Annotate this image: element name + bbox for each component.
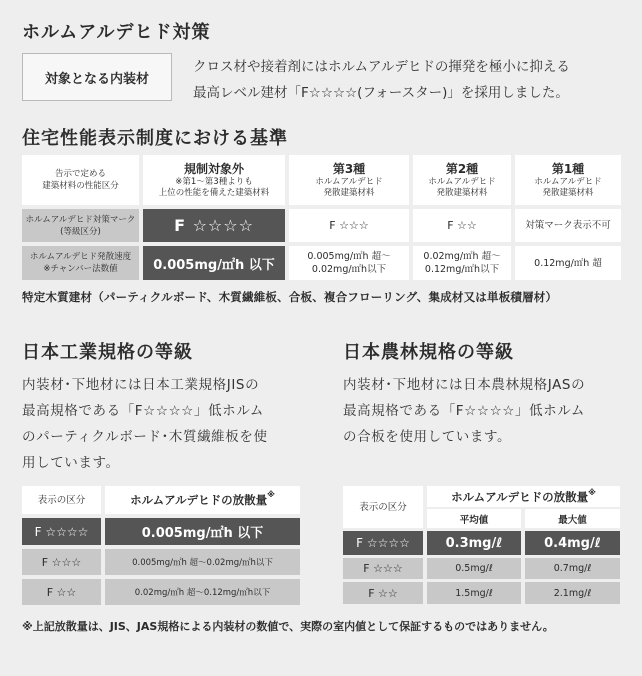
jis-line-1: 内装材･下地材には日本工業規格JISの <box>22 377 260 393</box>
emission-rate-line-1: 0.005mg/㎡h 超～ <box>307 251 391 262</box>
header-title: 第2種 <box>445 161 479 176</box>
emission-rate-line-2: 0.12mg/㎡h以下 <box>424 264 500 275</box>
emission-rate: 0.12mg/㎡h 超 <box>534 257 602 269</box>
emission-rate: 0.005mg/㎡h 以下 <box>153 257 275 273</box>
header-cell-type2 <box>413 155 511 205</box>
header-sub-2: 発散建築材料 <box>323 187 375 198</box>
jis-description <box>22 372 312 476</box>
header-title: 第3種 <box>332 161 366 176</box>
jas-line-1: 内装材･下地材には日本農林規格JASの <box>343 377 586 393</box>
jis-row3-grade <box>22 579 101 605</box>
jis-line-2: 最高規格である「F☆☆☆☆」低ホルム <box>22 403 264 419</box>
header-label-cell <box>22 155 139 205</box>
head-asterisk: ※ <box>588 488 596 497</box>
row2-value-exempt <box>143 246 285 280</box>
jas-row1-max <box>525 531 620 555</box>
row1-value-type3 <box>289 209 409 242</box>
head-max-label: 最大値 <box>558 514 587 526</box>
max-value: 0.4mg/ℓ <box>544 535 601 551</box>
row1-label-cell <box>22 209 139 242</box>
row1-value-type2 <box>413 209 511 242</box>
section-title-jis: 日本工業規格の等級 <box>22 342 193 363</box>
jis-line-3: のパーティクルボード･木質繊維板を使 <box>22 429 268 445</box>
grade-mark: F ☆☆ <box>368 586 398 600</box>
grade-mark: F ☆☆☆☆ <box>34 524 89 539</box>
head-asterisk: ※ <box>267 490 275 499</box>
jas-row3-avg <box>427 582 521 604</box>
grade-mark: F ☆☆☆☆ <box>356 536 410 550</box>
jas-row1-avg <box>427 531 521 555</box>
section-title-jas: 日本農林規格の等級 <box>343 342 514 363</box>
header-cell-type1 <box>515 155 621 205</box>
header-title: 規制対象外 <box>183 161 244 176</box>
emission-rate-line-2: 0.02mg/㎡h以下 <box>311 264 387 275</box>
head-label: ホルムアルデヒドの放散量 <box>451 489 589 504</box>
header-label-line-2: 建築材料の性能区分 <box>42 181 119 191</box>
jis-line-4: 用しています。 <box>22 455 120 471</box>
jis-row2-value <box>105 549 300 575</box>
jas-row2-avg <box>427 558 521 579</box>
footnote: ※上記放散量は、JIS、JAS規格による内装材の数値で、実際の室内値として保証するものではありません。 <box>22 620 554 633</box>
row2-value-type1 <box>515 246 621 280</box>
intro-text <box>193 54 633 106</box>
header-sub-2: 発散建築材料 <box>436 187 488 198</box>
emission-rate-line-1: 0.02mg/㎡h 超～ <box>423 251 501 262</box>
target-materials-label: 対象となる内装材 <box>22 53 172 101</box>
grade-mark: F ☆☆☆ <box>329 219 369 232</box>
intro-line-1: クロス材や接着剤にはホルムアルデヒドの揮発を極小に抑える <box>193 59 570 75</box>
header-sub-1: ※第1～第3種よりも <box>175 176 253 187</box>
jas-line-3: の合板を使用しています。 <box>343 429 512 445</box>
header-sub-1: ホルムアルデヒド <box>315 176 383 187</box>
row1-value-type1 <box>515 209 621 242</box>
jas-row3-max <box>525 582 620 604</box>
jis-row1-grade <box>22 518 101 545</box>
grade-mark: F ☆☆☆ <box>41 555 82 569</box>
row1-label-line-2: (等級区分) <box>60 226 101 237</box>
jis-head-right <box>105 486 300 514</box>
jas-row2-grade <box>343 558 423 579</box>
avg-value: 0.3mg/ℓ <box>445 535 503 551</box>
jas-head-max <box>525 509 620 528</box>
avg-value: 1.5mg/ℓ <box>455 587 493 599</box>
avg-value: 0.5mg/ℓ <box>455 563 493 574</box>
specific-wood-materials-note: 特定木質建材（パーティクルボード、木質繊維板、合板、複合フローリング、集成材又は単板積層材） <box>22 290 558 304</box>
row2-label-line-1: ホルムアルデヒド発散速度 <box>29 252 132 262</box>
jas-description <box>343 372 633 450</box>
emission-value: 0.005mg/㎡h 超～0.02mg/㎡h以下 <box>132 558 273 568</box>
jas-row2-max <box>525 558 620 579</box>
header-sub-1: ホルムアルデヒド <box>428 176 496 187</box>
max-value: 0.7mg/ℓ <box>553 563 592 574</box>
header-sub-1: ホルムアルデヒド <box>534 176 602 187</box>
jas-row3-grade <box>343 582 423 604</box>
header-title: 第1種 <box>551 161 585 176</box>
head-avg-label: 平均値 <box>459 514 489 526</box>
head-label: ホルムアルデヒドの放散量 <box>130 493 268 507</box>
header-sub-2: 上位の性能を備えた建築材料 <box>158 187 270 198</box>
max-value: 2.1mg/ℓ <box>553 587 592 599</box>
jas-head-right <box>427 486 620 507</box>
row2-value-type2 <box>413 246 511 280</box>
header-sub-2: 発散建築材料 <box>542 187 594 198</box>
jas-head-left <box>343 486 423 528</box>
grade-mark: F ☆☆ <box>46 585 77 599</box>
row2-label-cell <box>22 246 139 280</box>
head-label: 表示の区分 <box>359 501 407 513</box>
jis-row2-grade <box>22 549 101 575</box>
row1-value-exempt <box>143 209 285 242</box>
jas-row1-grade <box>343 531 423 555</box>
row2-label-line-2: ※チャンバー法数値 <box>43 264 118 274</box>
grade-mark: F ☆☆ <box>447 219 477 232</box>
header-label-line-1: 告示で定める <box>54 169 106 179</box>
emission-value: 0.02mg/㎡h 超～0.12mg/㎡h以下 <box>134 588 271 598</box>
emission-value: 0.005mg/㎡h 以下 <box>141 526 264 541</box>
jis-row3-value <box>105 579 300 605</box>
header-cell-type3 <box>289 155 409 205</box>
jis-head-left <box>22 486 101 514</box>
row1-label-line-1: ホルムアルデヒド対策マーク <box>25 214 136 225</box>
grade-mark: F ☆☆☆☆ <box>174 216 254 235</box>
jas-head-avg <box>427 509 521 528</box>
header-cell-exempt <box>143 155 285 205</box>
grade-mark: F ☆☆☆ <box>363 562 403 575</box>
section-title-standards: 住宅性能表示制度における基準 <box>22 128 288 149</box>
jas-line-2: 最高規格である「F☆☆☆☆」低ホルム <box>343 403 585 419</box>
head-label: 表示の区分 <box>37 494 86 506</box>
jis-row1-value <box>105 518 300 545</box>
grade-mark: 対策マーク表示不可 <box>525 220 611 231</box>
row2-value-type3 <box>289 246 409 280</box>
intro-line-2: 最高レベル建材「F☆☆☆☆(フォースター)」を採用しました。 <box>193 85 569 101</box>
section-title-formaldehyde: ホルムアルデヒド対策 <box>22 22 211 43</box>
